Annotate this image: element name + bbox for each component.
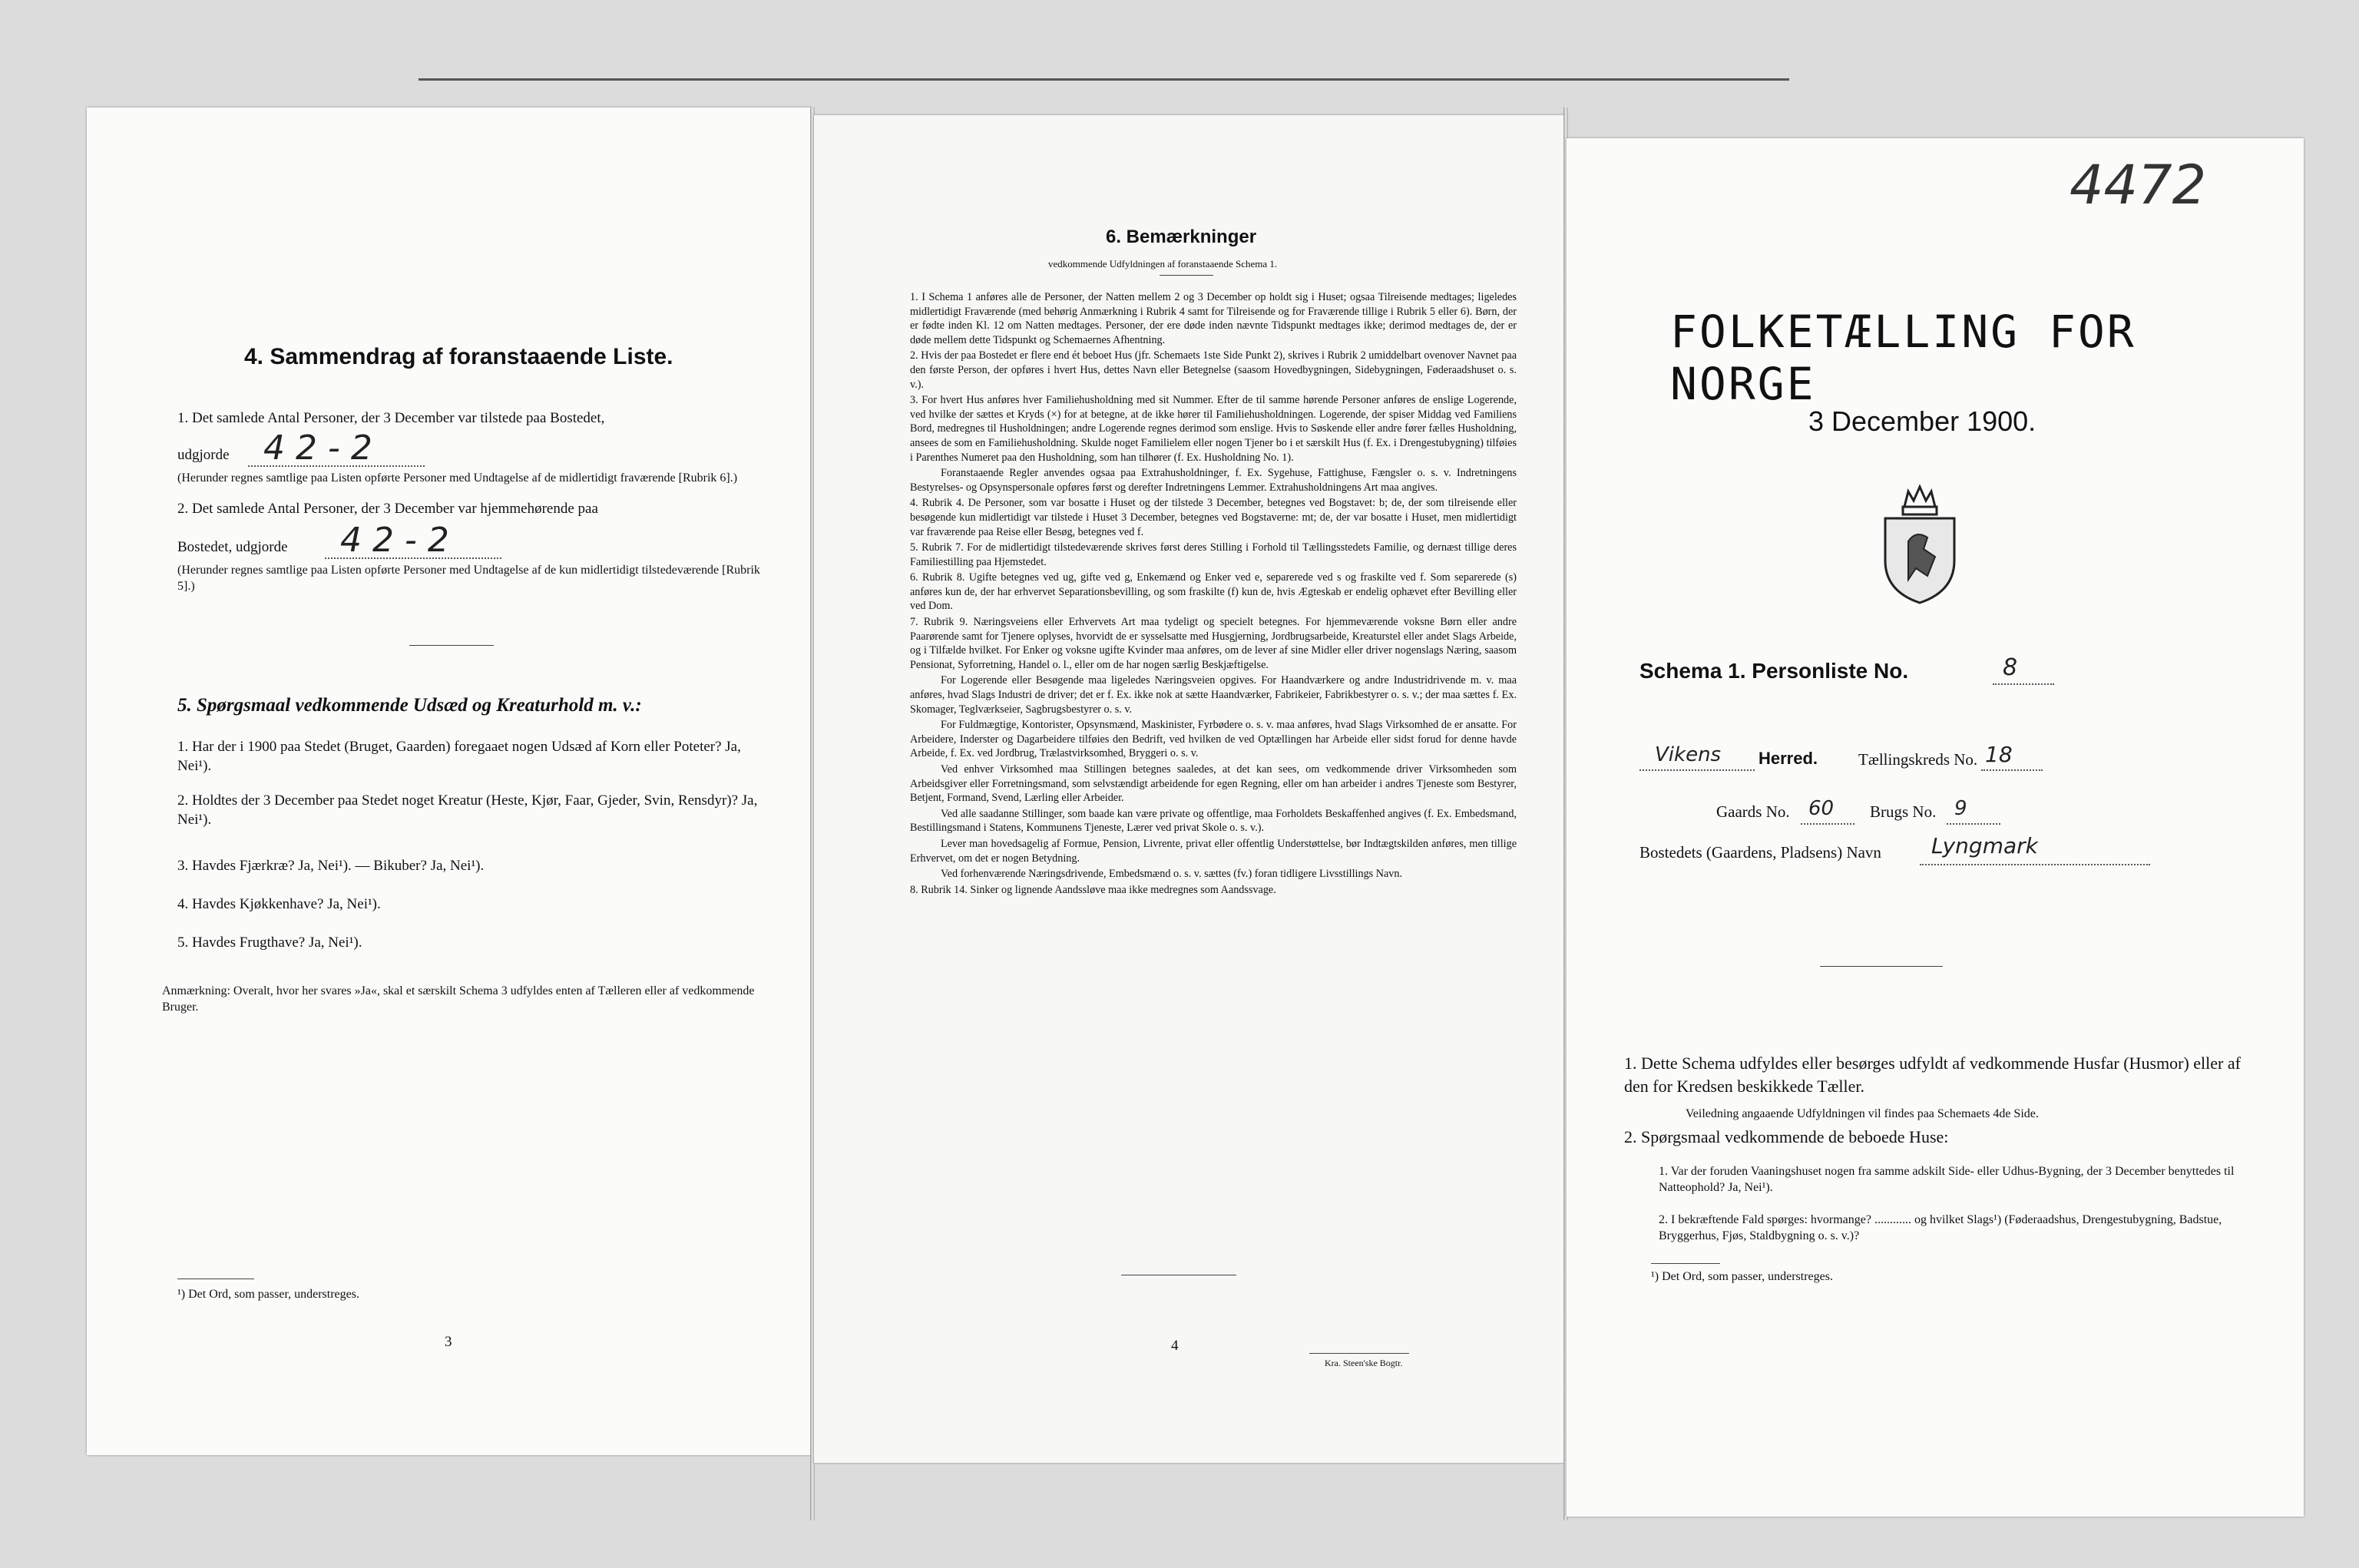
- bosted-label: Bostedets (Gaardens, Pladsens) Navn: [1639, 843, 1881, 862]
- remark-2: 2. Hvis der paa Bostedet er flere end ét beboet Hus (jfr. Schemaets 1ste Side Punkt 2), skrives i Rubrik 2 umiddelbart ovenover Navnet paa den første Person, der opføres i hvert Hus, dettes Navn eller Betegnelse (saasom Hovedbygningen, Sidebygningen, Føderaadshuset o. s. v.).: [910, 349, 1517, 391]
- cover-item-2-2: 2. I bekræftende Fald spørges: hvormange? ............ og hvilket Slags¹) (Føderaadshus, Drengestubygning, Badstue, Bryggerhus, Fjøs, Staldbygning o. s. v.)?: [1659, 1213, 2222, 1242]
- brugs-label: Brugs No.: [1870, 802, 1937, 821]
- annotation: Anmærkning: Overalt, hvor her svares »Ja«, skal et særskilt Schema 3 udfyldes enten af Tælleren eller af vedkommende Bruger.: [162, 984, 755, 1014]
- cover-footnote: ¹) Det Ord, som passer, understreges.: [1651, 1270, 1833, 1283]
- printer-imprint: Kra. Steen'ske Bogtr.: [1325, 1358, 1403, 1368]
- page-number: 3: [445, 1334, 452, 1350]
- page-number: 4: [1171, 1338, 1179, 1354]
- taellingskreds-dotline: [1981, 769, 2043, 771]
- gaards-label: Gaards No.: [1716, 802, 1790, 821]
- cover-item-1: 1. Dette Schema udfyldes eller besørges udfyldt af vedkommende Husfar (Husmor) eller af den for Kredsen beskikkede Tæller.: [1624, 1054, 2241, 1096]
- q2-note: (Herunder regnes samtlige paa Listen opførte Personer med Undtagelse af de kun midlertidigt tilstedeværende [Rubrik 5].): [177, 564, 760, 593]
- title-rule: [1160, 275, 1213, 276]
- cover-item-2-1: 1. Var der foruden Vaaningshuset nogen fra samme adskilt Side- eller Udhus-Bygning, der 3 December benyttedes til Natteophold? Ja, Nei¹).: [1659, 1165, 2235, 1194]
- herred-label: Herred.: [1758, 749, 1818, 768]
- q2-text: 2. Det samlede Antal Personer, der 3 December var hjemmehørende paa: [177, 501, 598, 517]
- remark-3: 3. For hvert Hus anføres hver Familiehusholdning med sit Nummer. Efter de til samme hørende Personer anføres de enslige Logerende, ved hvilke der sættes et Kryds (×) for at betegne, at de ikke hører til Familiehusholdningen. Logerende, der spiser Middag ved Familiens Bord, medregnes til Husholdningen; andre Logerende regnes derimod som enslige. Hvis to Søskende eller andre fører fælles Husholdning, ansees de som en Familiehusholdning. Skulde noget Familielem eller nogen Tjener bo i et særskilt Hus (f. Ex. i Drengestubygning) tilføies i Parenthes Numeret paa den Husholdning, som han tilhører (f. Ex. Husholdning No. 1).: [910, 394, 1517, 464]
- remarks-body: [910, 290, 1517, 898]
- s5-q1: 1. Har der i 1900 paa Stedet (Bruget, Gaarden) foregaaet nogen Udsæd af Korn eller Poteter? Ja, Nei¹).: [177, 739, 741, 774]
- remark-7f: Lever man hovedsagelig af Formue, Pension, Livrente, privat eller offentlig Understøttelse, bør Indtægtskilden anføres, men tillige Erhvervet, om det er nogen Betydning.: [910, 837, 1517, 865]
- s5-q4: 4. Havdes Kjøkkenhave? Ja, Nei¹).: [177, 896, 381, 912]
- cover-title: FOLKETÆLLING FOR NORGE: [1670, 306, 2136, 410]
- remark-8: 8. Rubrik 14. Sinker og lignende Aandssløve maa ikke medregnes som Aandssvage.: [910, 883, 1276, 896]
- remark-1: 1. I Schema 1 anføres alle de Personer, der Natten mellem 2 og 3 December op holdt sig i Huset; ogsaa Tilreisende medtages; ligeledes midlertidigt Fraværende (med behørig Anmærkning i Rubrik 4 samt for Tilreisende og for Fraværende tillige i Rubrik 5 eller 6). Børn, der er fødte inden Kl. 12 om Natten medtages. Personer, der ere døde inden nævnte Tidspunkt medtages ikke; derimod medtages de, der er døde mellem dette Tidspunkt og Schemaernes Afhentning.: [910, 291, 1517, 346]
- taellingskreds-value: 18: [1985, 742, 2013, 767]
- gaards-value: 60: [1808, 797, 1835, 820]
- remark-4: 4. Rubrik 4. De Personer, som var bosatte i Huset og der tilstede 3 December, betegnes ved Bogstavet: b; de, der som tilreisende eller besøgende kun midlertidigt var tilstede i Huset 3 December, betegnes ved Bogstaverne: mt; de, der var bosatte i Huset, men midlertidigt var fraværende paa Reise eller Besøg, betegnes ved f.: [910, 497, 1517, 538]
- brugs-value: 9: [1954, 797, 1967, 820]
- footnote: ¹) Det Ord, som passer, understreges.: [177, 1288, 359, 1301]
- remark-3b: Foranstaaende Regler anvendes ogsaa paa Extrahusholdninger, f. Ex. Sygehuse, Fattighuse, Fængsler o. s. v. Indretningens Bestyrelses- og Opsynspersonale opføres først og derefter Indretningens Lemmer. Extrahusholdningens Art maa angives.: [910, 467, 1517, 494]
- q1-text: 1. Det samlede Antal Personer, der 3 December var tilstede paa Bostedet,: [177, 410, 605, 426]
- schema-dotline: [1993, 683, 2054, 685]
- bosted-value: Lyngmark: [1931, 833, 2038, 858]
- taellingskreds-label: Tællingskreds No.: [1858, 750, 1978, 769]
- q2-handwritten: 4 2 - 2: [340, 521, 449, 560]
- divider: [409, 645, 494, 646]
- remarks-subtitle: vedkommende Udfyldningen af foranstaaende Schema 1.: [1048, 258, 1278, 270]
- gaards-dotline: [1801, 823, 1854, 825]
- cover-footnote-rule: [1651, 1263, 1720, 1264]
- remark-6: 6. Rubrik 8. Ugifte betegnes ved ug, gifte ved g, Enkemænd og Enker ved e, separerede ved s og fraskilte ved f. Som separerede (s) anføres kun de, der har erhvervet Separationsbevilling, og som fraskilte (f) kun de, hvis Ægteskab er endelig ophævet efter Bevilling eller ved Dom.: [910, 571, 1517, 613]
- page-4: [814, 115, 1565, 1463]
- herred-dotline: [1639, 769, 1755, 771]
- remark-7g: Ved forhenværende Næringsdrivende, Embedsmænd o. s. v. sættes (fv.) foran tidligere Livsstillings Navn.: [941, 868, 1403, 881]
- schema-number: 8: [2003, 654, 2018, 681]
- s5-q3: 3. Havdes Fjærkræ? Ja, Nei¹). — Bikuber? Ja, Nei¹).: [177, 858, 485, 874]
- cover-date: 3 December 1900.: [1808, 405, 2036, 437]
- page-1-cover: [1567, 138, 2304, 1517]
- remark-5: 5. Rubrik 7. For de midlertidigt tilstedeværende skrives først deres Stilling i Forhold til Tællingsstedets Familie, og dernæst tillige deres Familiestilling paa Hjemstedet.: [910, 541, 1517, 568]
- remark-7e: Ved alle saadanne Stillinger, som baade kan være private og offentlige, maa Forholdets Beskaffenhed angives (f. Ex. Embedsmand, Bestillingsmand i Statens, Kommunens Tjeneste, Lærer ved privat Skole o. s. v.).: [910, 807, 1517, 835]
- cover-item-1-note: Veiledning angaaende Udfyldningen vil findes paa Schemaets 4de Side.: [1686, 1107, 2039, 1120]
- section4-title: 4. Sammendrag af foranstaaende Liste.: [244, 344, 673, 369]
- page-3: [87, 108, 812, 1455]
- s5-q5: 5. Havdes Frugthave? Ja, Nei¹).: [177, 935, 362, 951]
- archive-number: 4472: [2070, 154, 2207, 217]
- remark-7c: For Fuldmægtige, Kontorister, Opsynsmænd, Maskinister, Fyrbødere o. s. v. maa anføres, hvad Slags Virksomhed de er ansatte. For Arbeidere, Inderster og Dagarbeidere tilføies den Bedrift, ved hvilken de ved Optællingen har Arbeide eller sidst forud for denne havde Arbeide, f. Ex. ved Jordbrug, Trælastvirksomhed, Bryggeri o. s. v.: [910, 719, 1517, 760]
- remark-7b: For Logerende eller Besøgende maa ligeledes Næringsveien opgives. For Haandværkere og andre Industridrivende m. v. maa anføres, hvad Slags Industri de driver; det er f. Ex. ikke nok at sætte Haandværker, Fabrikeier, Fabrikbestyrer o. s. v.; der maa sættes f. Ex. Skomager, Teglværkseier, Sagbrugsbestyrer o. s. v.: [910, 674, 1517, 716]
- brugs-dotline: [1947, 823, 2000, 825]
- herred-value: Vikens: [1655, 743, 1722, 766]
- schema-label: Schema 1. Personliste No.: [1639, 659, 1909, 683]
- q2-label: Bostedet, udgjorde: [177, 539, 288, 555]
- q1-label: udgjorde: [177, 447, 230, 463]
- printer-rule: [1309, 1353, 1409, 1354]
- q1-note: (Herunder regnes samtlige paa Listen opførte Personer med Undtagelse af de midlertidigt fraværende [Rubrik 6].): [177, 471, 738, 485]
- remarks-title: 6. Bemærkninger: [1106, 227, 1257, 247]
- cover-item-2: 2. Spørgsmaal vedkommende de beboede Huse:: [1624, 1127, 1949, 1146]
- q1-handwritten: 4 2 - 2: [263, 428, 372, 468]
- q2-dotline: [325, 557, 501, 559]
- top-rule: [419, 78, 1789, 81]
- bosted-dotline: [1920, 864, 2150, 865]
- s5-q2: 2. Holdtes der 3 December paa Stedet noget Kreatur (Heste, Kjør, Faar, Gjeder, Svin, Rensdyr)? Ja, Nei¹).: [177, 792, 758, 828]
- remark-7d: Ved enhver Virksomhed maa Stillingen betegnes saaledes, at det kan sees, om vedkommende driver Virksomheden som Arbeidsgiver eller Forretningsmand, som selvstændigt arbeidende for egen Regning, eller om han arbeider i andres Tjeneste som Bestyrer, Betjent, Formand, Svend, Lærling eller Arbeider.: [910, 763, 1517, 805]
- section5-title: 5. Spørgsmaal vedkommende Udsæd og Kreaturhold m. v.:: [177, 695, 642, 716]
- q1-dotline: [248, 465, 425, 467]
- remark-7: 7. Rubrik 9. Næringsveiens eller Erhvervets Art maa tydeligt og specielt betegnes. For hjemmeværende voksne Børn eller andre Paarørende samt for Tjenere oplyses, hvorvidt de er sysselsatte med Husgjerning, Jordbrugsarbeide, Kreaturstel eller andet Slags Arbeide, og i Tilfælde hvilket. For Enker og voksne ugifte Kvinder maa anføres, om de lever af sine Midler eller driver nogenslags Næring, saasom Pensionat, Syforretning, Handel o. l., eller om de har nogen særlig Beskjæftigelse.: [910, 616, 1517, 671]
- coat-of-arms-icon: [1874, 476, 1966, 607]
- ornament-rule: [1820, 966, 1943, 967]
